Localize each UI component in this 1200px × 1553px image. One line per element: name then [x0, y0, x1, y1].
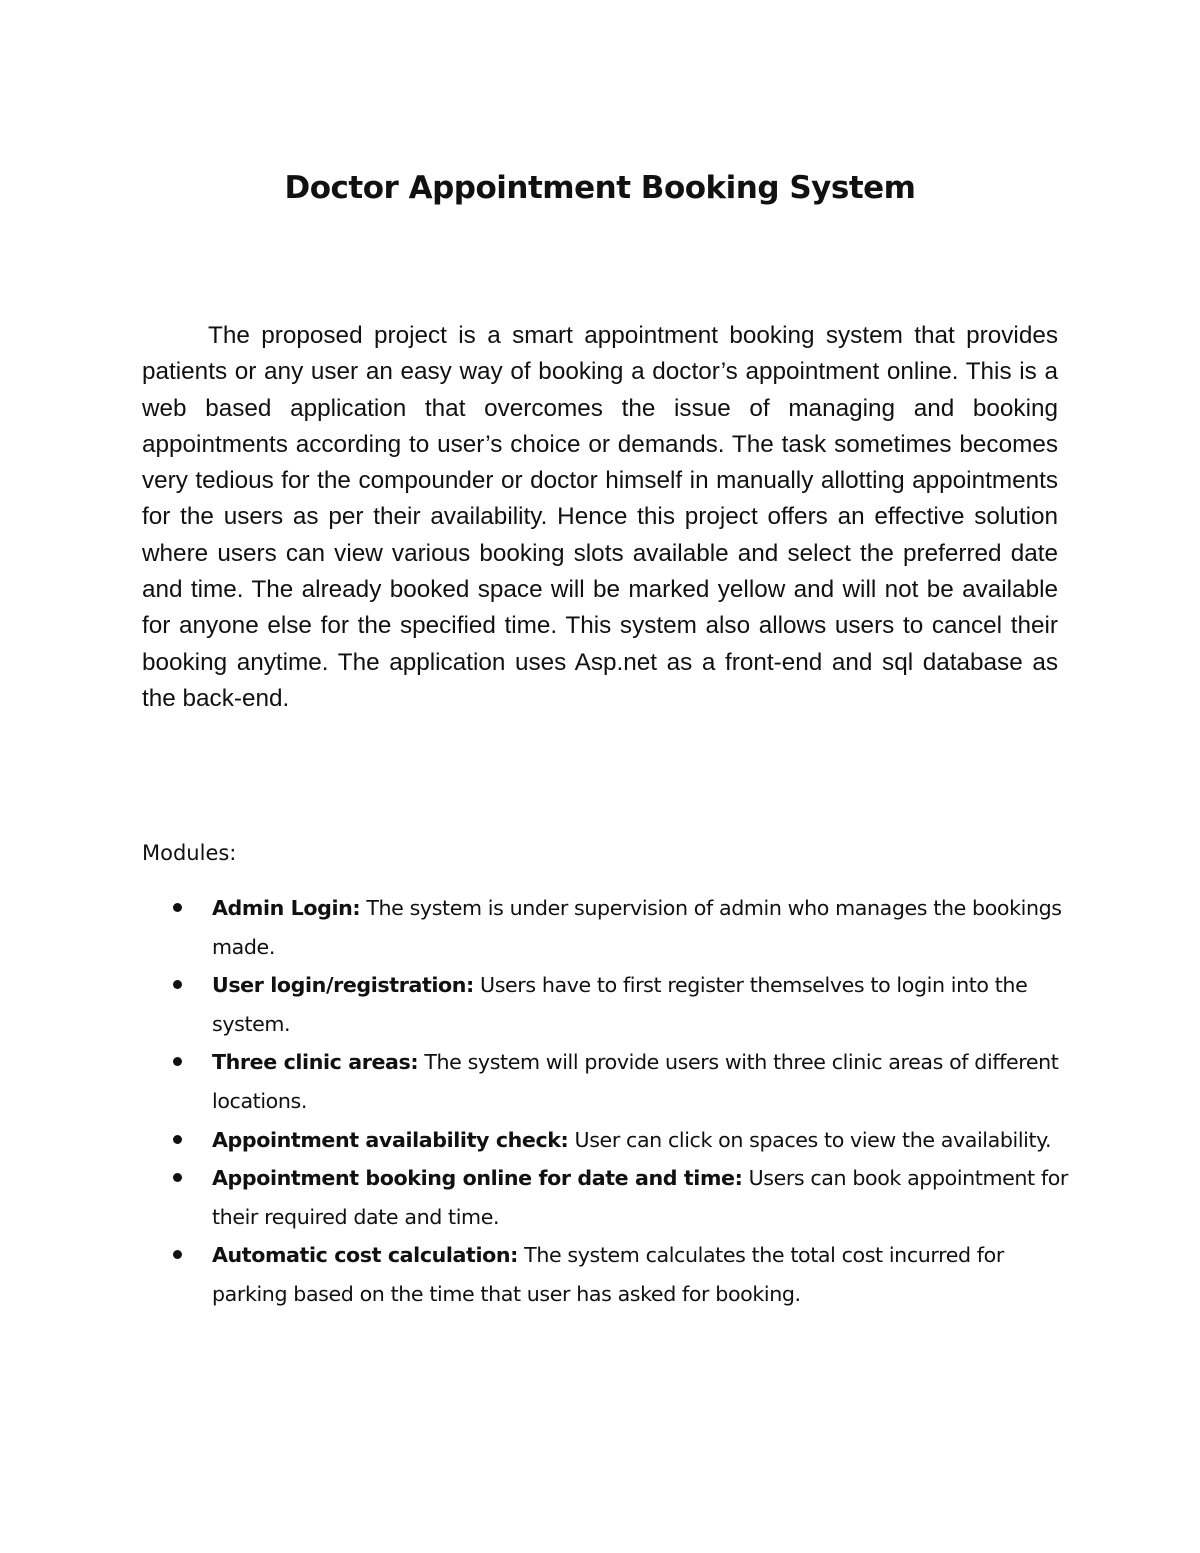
- document-title: Doctor Appointment Booking System: [284, 169, 916, 206]
- bullet-icon: [173, 1135, 182, 1144]
- module-item-booking-online: [142, 1159, 1072, 1236]
- module-name: Automatic cost calculation:: [212, 1243, 518, 1268]
- bullet-icon: [173, 1250, 182, 1259]
- module-name: User login/registration:: [212, 973, 474, 998]
- module-item-cost-calculation: [142, 1236, 1072, 1313]
- bullet-icon: [173, 980, 182, 989]
- module-item-three-clinic-areas: [142, 1043, 1072, 1120]
- module-name: Appointment booking online for date and time:: [212, 1166, 743, 1191]
- modules-list: [142, 889, 1072, 1314]
- module-item-availability-check: [142, 1121, 1072, 1160]
- module-description: The system is under supervision of admin who manages the bookings made.: [212, 896, 1062, 959]
- module-description: Users have to first register themselves to login into the system.: [212, 973, 1028, 1036]
- bullet-icon: [173, 903, 182, 912]
- module-name: Three clinic areas:: [212, 1050, 419, 1075]
- module-item-user-login-registration: [142, 966, 1072, 1043]
- module-description: The system calculates the total cost incurred for parking based on the time that user has asked for booking.: [212, 1243, 1004, 1306]
- modules-heading: Modules:: [142, 841, 237, 865]
- module-item-admin-login: [142, 889, 1072, 966]
- module-name: Appointment availability check:: [212, 1127, 569, 1152]
- module-description: The system will provide users with three clinic areas of different locations.: [212, 1050, 1059, 1113]
- module-description: User can click on spaces to view the availability.: [568, 1127, 1052, 1152]
- bullet-icon: [173, 1173, 182, 1182]
- intro-paragraph: The proposed project is a smart appointment booking system that provides patients or any user an easy way of booking a doctor’s appointment online. This is a web based application that overcomes the issue of managing and booking appointments according to user’s choice or demands. The task sometimes becomes very tedious for the compounder or doctor himself in manually allotting appointments for the users as per their availability. Hence this project offers an effective solution where users can view various booking slots available and select the preferred date and time. The already booked space will be marked yellow and will not be available for anyone else for the specified time. This system also allows users to cancel their booking anytime. The application uses Asp.net as a front-end and sql database as the back-end.: [142, 322, 1058, 712]
- bullet-icon: [173, 1057, 182, 1066]
- module-description: Users can book appointment for their required date and time.: [212, 1166, 1068, 1229]
- module-name: Admin Login:: [212, 896, 361, 920]
